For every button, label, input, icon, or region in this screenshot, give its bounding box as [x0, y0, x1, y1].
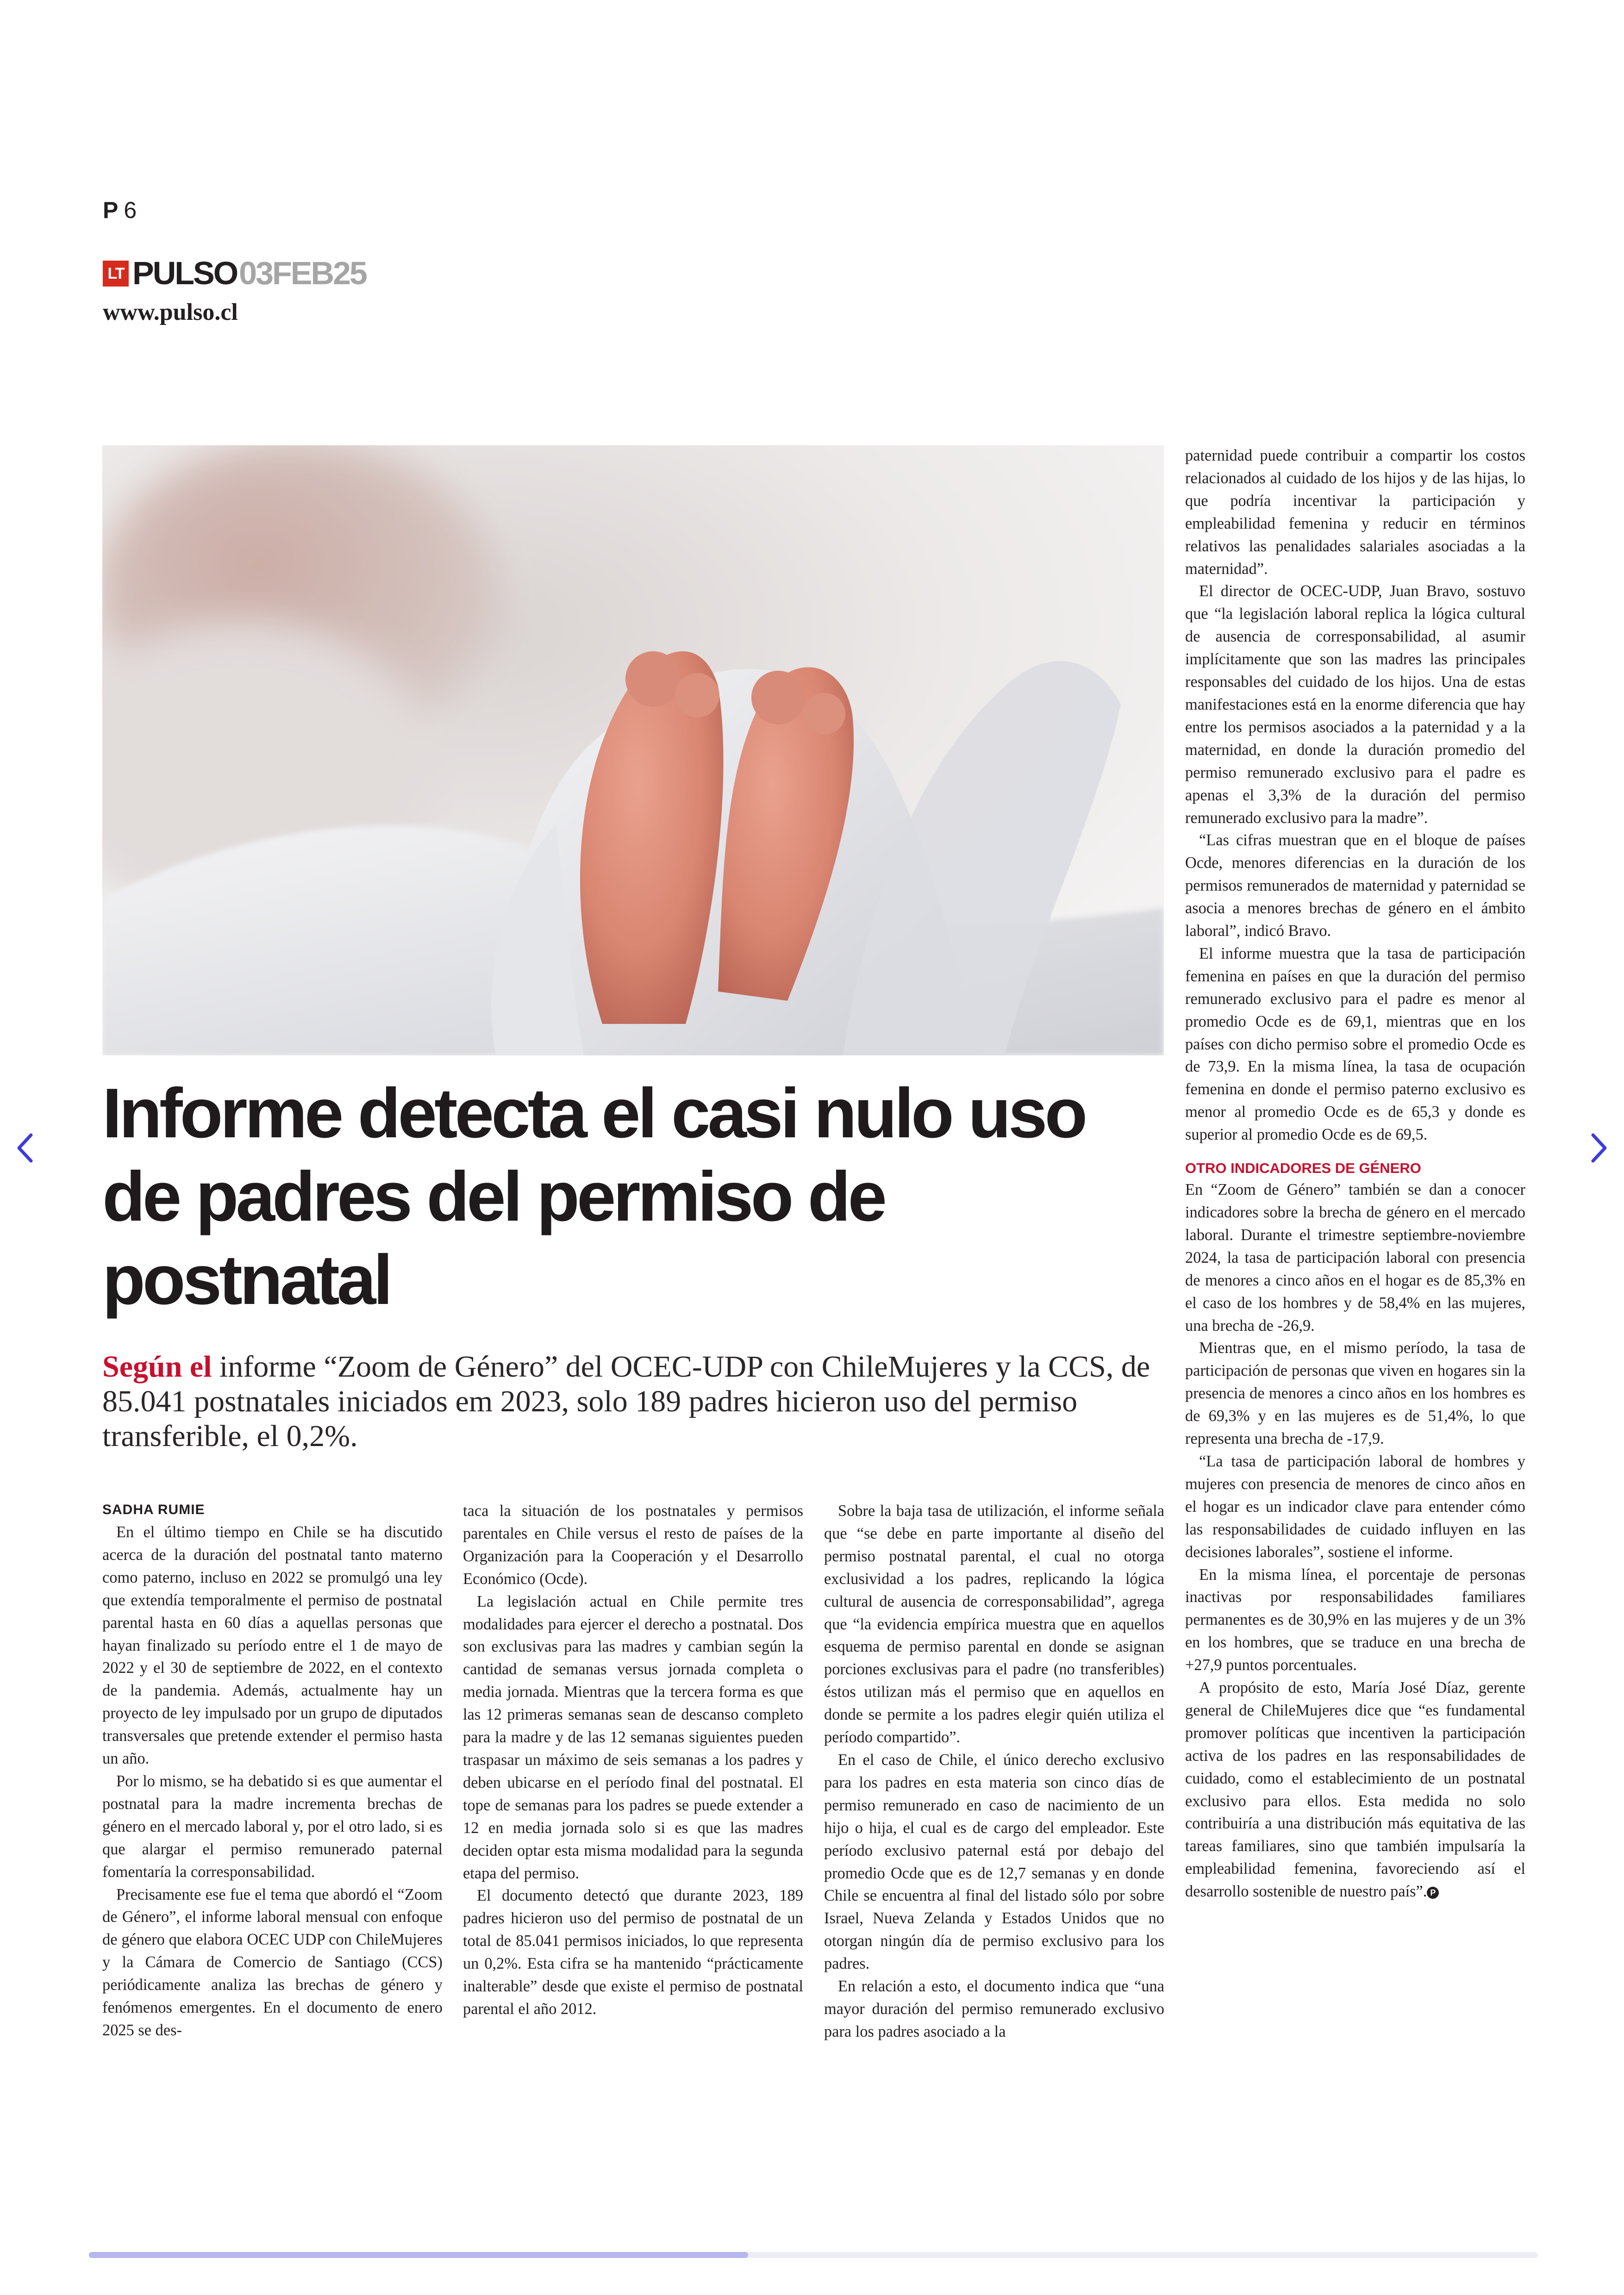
previous-page-button[interactable] [0, 1120, 51, 1176]
lt-logo: LT [103, 261, 129, 287]
deck-lead: Según el [102, 1350, 212, 1384]
paragraph: paternidad puede contribuir a compartir los costos relacionados al cuidado de los hijos y de las hijas, lo que podría incentivar la participación y empleabilidad femenina y reducir en términos relativos las penalidades salariales asociadas a la maternidad”. [1185, 447, 1525, 578]
paragraph: En relación a esto, el documento indica que “una mayor duración del permiso remunerado exclusivo para los padres asociado a la [824, 1977, 1164, 2040]
website-url: www.pulso.cl [103, 299, 238, 325]
paragraph: El director de OCEC-UDP, Juan Bravo, sostuvo que “la legislación laboral replica la lógica cultural de ausencia de corresponsabilidad, al asumir implícitamente que son las madres las principales responsables del cuidado de los hijos. Una de estas manifestaciones está en la enorme diferencia que hay entre los permisos asociados a la paternidad y a la maternidad, en donde la duración promedio del permiso remunerado exclusivo para el padre es apenas el 3,3% de la duración del permiso remunerado exclusivo para la madre”. [1185, 582, 1525, 827]
paragraph [1185, 1677, 1525, 1903]
reading-progress-fill [89, 2252, 748, 2258]
baby-feet-photo [102, 445, 1164, 1055]
article-column-3 [824, 1500, 1164, 2043]
paragraph: En la misma línea, el porcentaje de personas inactivas por responsabilidades familiares permanentes es de 30,9% en las mujeres y de un 3% en los hombres, que se traduce en una brecha de +27,9 puntos porcentuales. [1185, 1565, 1525, 1674]
paragraph: taca la situación de los postnatales y permisos parentales en Chile versus el resto de países de la Organización para la Cooperación y el Desarrollo Económico (Ocde). [463, 1502, 803, 1588]
chevron-right-icon [1585, 1129, 1612, 1166]
publication-name: PULSO [132, 255, 237, 291]
article-headline: Informe detecta el casi nulo uso de padres del permiso de postnatal [102, 1074, 1085, 1319]
paragraph: Por lo mismo, se ha debatido si es que aumentar el postnatal para la madre incrementa brechas de género en el mercado laboral y, por el otro lado, si es que alargar el permiso remunerado paternal fomentaría la corresponsabilidad. [102, 1772, 443, 1881]
paragraph: El documento detectó que durante 2023, 189 padres hicieron uso del permiso de postnatal de un total de 85.041 permisos iniciados, lo que representa un 0,2%. Esta cifra se ha mantenido “prácticamente inalterable” desde que existe el permiso de postnatal parental el año 2012. [463, 1887, 803, 2018]
photo-illustration [102, 445, 1164, 1055]
paragraph: Sobre la baja tasa de utilización, el informe señala que “se debe en parte importante al diseño del permiso postnatal parental, el cual no otorga exclusividad a los padres, replicando la lógica cultural de ausencia de corresponsabilidad”, agrega que “la evidencia empírica muestra que en aquellos esquema de permiso parental en donde se asignan porciones exclusivas para el padre (no transferibles) éstos utilizan más el permiso que en aquellos en donde se permite a los padres elegir quién utiliza el período compartido”. [824, 1502, 1164, 1746]
subheading: OTRO INDICADORES DE GÉNERO [1185, 1160, 1421, 1177]
paragraph-text: A propósito de esto, María José Díaz, gerente general de ChileMujeres dice que “es fundamental promover políticas que incentiven la participación activa de los padres en las responsabilidades de cuidado, como el establecimiento de un postnatal exclusivo para ellos. Esta medida no solo contribuiría a una distribución más equitativa de las tareas familiares, sino que también impulsaría la empleabilidad femenina, favoreciendo así el desarrollo sostenible de nuestro país”. [1185, 1679, 1525, 1901]
publication-date: 03FEB25 [239, 255, 366, 291]
paragraph: El informe muestra que la tasa de participación femenina en países en que la duración del permiso remunerado exclusivo para el padre es menor al promedio Ocde es de 69,1, mientras que en los países con dicho permiso sobre el promedio Ocde es de 73,9. En la misma línea, la tasa de ocupación femenina en donde el permiso paterno exclusivo es menor al promedio Ocde es de 65,3 y donde es superior al promedio Ocde es de 69,5. [1185, 944, 1525, 1144]
next-page-button[interactable] [1573, 1120, 1624, 1176]
paragraph: “Las cifras muestran que en el bloque de países Ocde, menores diferencias en la duración de los permisos remunerados de maternidad y paternidad se asocia a menores brechas de género en el ámbito laboral”, indicó Bravo. [1185, 831, 1525, 940]
paragraph: En el caso de Chile, el único derecho exclusivo para los padres en esta materia son cinco días de permiso remunerado en caso de nacimiento de un hijo o hija, el cual es de cargo del empleador. Este período exclusivo paternal está por debajo del promedio Ocde que es de 12,7 semanas y en donde Chile se encuentra al final del listado sólo por sobre Israel, Nueva Zelanda y Estados Unidos que no otorgan ningún día de permiso exclusivo para los padres. [824, 1751, 1164, 1973]
chevron-left-icon [12, 1129, 39, 1166]
article-column-1 [102, 1500, 443, 2042]
paragraph: En “Zoom de Género” también se dan a conocer indicadores sobre la brecha de género en el mercado laboral. Durante el trimestre septiembre-noviembre 2024, la tasa de participación laboral con presencia de menores a cinco años en el hogar es de 85,3% en el caso de los hombres y de 58,4% en las mujeres, una brecha de -26,9. [1185, 1181, 1525, 1335]
paragraph: “La tasa de participación laboral de hombres y mujeres con presencia de menores de cinco años en el hogar es un indicador clave para entender cómo las responsabilidades de cuidado influyen en las decisiones laborales”, sostiene el informe. [1185, 1452, 1525, 1561]
paragraph: En el último tiempo en Chile se ha discutido acerca de la duración del postnatal tanto materno como paterno, incluso en 2022 se promulgó una ley que extendía temporalmente el permiso de postnatal parental hasta en 60 días a aquellas personas que hayan finalizado su período entre el 1 de mayo de 2022 y el 30 de septiembre de 2022, en el contexto de la pandemia. Además, actualmente hay un proyecto de ley impulsado por un grupo de diputados transversales que pretende extender el permiso hasta un año. [102, 1523, 443, 1768]
article-column-4 [1185, 444, 1525, 1903]
paragraph: La legislación actual en Chile permite tres modalidades para ejercer el derecho a postnatal. Dos son exclusivas para las madres y cambian según la cantidad de semanas versus jornada completa o media jornada. Mientras que la tercera forma es que las 12 primeras semanas sean de descanso completo para la madre y de las 12 semanas siguientes pueden traspasar un máximo de seis semanas a los padres y deben ubicarse en el período final del postnatal. El tope de semanas para los padres se puede extender a 12 en media jornada solo si es que las madres deciden optar esta misma modalidad para la segunda etapa del permiso. [463, 1592, 803, 1882]
byline: SADHA RUMIE [102, 1502, 205, 1517]
paragraph: Precisamente ese fue el tema que abordó el “Zoom de Género”, el informe laboral mensual con enfoque de género que elabora OCEC UDP con ChileMujeres y la Cámara de Comercio de Santiago (CCS) periódicamente analiza las brechas de género y fenómenos emergentes. En el documento de enero 2025 se des- [102, 1885, 443, 2039]
end-mark-icon: P [1427, 1887, 1439, 1899]
article-column-2 [463, 1500, 803, 2021]
page-number: P 6 [103, 197, 137, 223]
article-deck [102, 1349, 1167, 1453]
masthead [103, 256, 366, 291]
reading-progress-bar[interactable] [89, 2252, 1538, 2258]
deck-text: informe “Zoom de Género” del OCEC-UDP con ChileMujeres y la CCS, de 85.041 postnatales iniciados em 2023, solo 189 padres hicieron uso del permiso transferible, el 0,2%. [102, 1350, 1150, 1453]
paragraph: Mientras que, en el mismo período, la tasa de participación de personas que viven en hogares sin la presencia de menores a cinco años en los hombres es de 69,3% y en las mujeres es de 51,4%, lo que representa una brecha de -17,9. [1185, 1339, 1525, 1448]
